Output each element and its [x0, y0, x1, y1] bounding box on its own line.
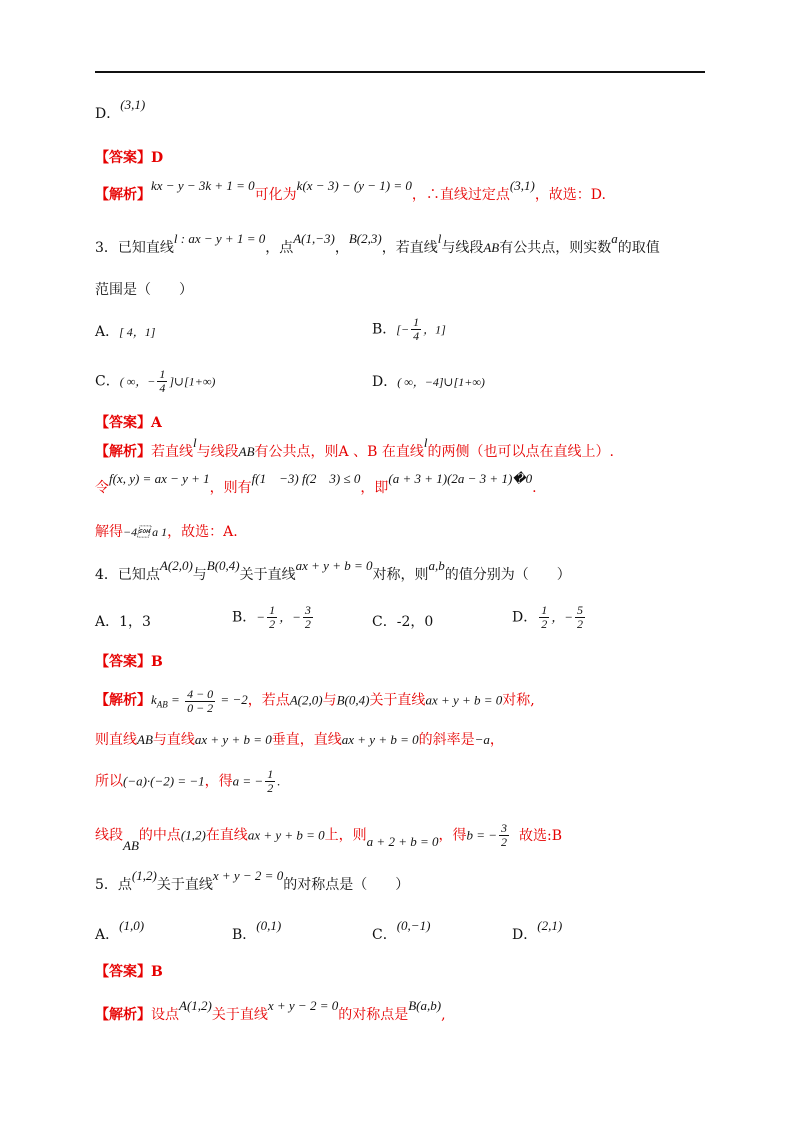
q5-option-a: [95, 918, 145, 945]
q3-option-b: [372, 316, 446, 343]
q5-analysis-1: [95, 998, 446, 1025]
q4-option-a: [95, 612, 151, 632]
math-expr: −a: [474, 732, 490, 747]
math-expr: (3,1): [509, 178, 535, 193]
option-label: B．: [232, 609, 257, 626]
text: 对称，则: [372, 567, 429, 583]
math-expr: a: [611, 231, 618, 246]
fraction: [499, 822, 509, 849]
text: ，故选：A.: [167, 524, 238, 540]
q2-analysis: [95, 178, 606, 205]
math-expr: ax + y + b = 0: [295, 558, 373, 573]
option-label: A．: [95, 614, 120, 630]
text: ，则有: [209, 480, 252, 496]
fraction: [157, 368, 167, 395]
q4-analysis-4: [95, 821, 563, 853]
text: 垂直，直线: [271, 732, 342, 748]
denominator: 2: [541, 617, 548, 631]
math-expr: f(1 −3) f(2 3) ≤ 0: [251, 471, 361, 486]
q3-analysis-1: [95, 435, 614, 462]
math-expr: −4 a 1: [123, 525, 168, 539]
option-value: -2，0: [396, 614, 434, 630]
q2-option-d: [95, 97, 146, 124]
math-expr: A(2,0): [289, 692, 323, 708]
q5-stem: [95, 868, 410, 895]
q3-option-a: [95, 322, 155, 342]
equals: =: [167, 692, 184, 708]
text: ,: [441, 1007, 446, 1023]
text: 与线段: [441, 240, 484, 256]
text: 关于直线: [369, 692, 426, 709]
q3-option-c: [95, 368, 215, 395]
math-expr: l: [423, 435, 428, 450]
math-expr: B(2,3): [348, 231, 382, 246]
text: 与: [322, 692, 337, 709]
math-expr: kx − y − 3k + 1 = 0: [151, 178, 255, 193]
math-expr: (1,2): [131, 868, 157, 883]
text: 4．已知点: [95, 567, 160, 583]
option-label: D．: [512, 927, 538, 943]
q4-analysis-1: [95, 688, 535, 715]
q5-option-c: [372, 918, 431, 945]
option-label: C．: [372, 927, 397, 943]
text: 的取值: [617, 240, 660, 256]
numerator: 1: [541, 603, 548, 617]
denominator: 2: [501, 835, 508, 849]
q4-answer: 【答案】B: [95, 654, 163, 670]
text: ，得: [204, 773, 233, 790]
math-expr: AB: [123, 837, 139, 853]
math-expr: ax + y + b = 0: [194, 732, 272, 747]
text: 上，则: [324, 827, 367, 844]
fraction: [303, 604, 313, 631]
text: 有公共点，则实数: [499, 240, 612, 256]
denominator: 2: [304, 617, 311, 631]
q4-option-b: [232, 604, 315, 631]
math-expr: (3,1): [120, 97, 146, 112]
text: 有公共点，则A 、B 在直线: [254, 444, 424, 460]
result: = −2: [217, 692, 248, 708]
math-expr: AB: [137, 732, 153, 747]
text: ，点: [265, 240, 294, 256]
text: ，: [489, 732, 504, 748]
text: 关于直线: [239, 567, 296, 583]
math-expr: (0,1): [256, 918, 282, 933]
text: 的对称点是: [338, 1007, 409, 1023]
numerator: 1: [269, 603, 276, 617]
denominator: 0 − 2: [187, 701, 214, 715]
math-expr: (1,2): [180, 827, 206, 843]
numerator: 1: [267, 767, 274, 781]
math-expr: A(1,−3): [293, 231, 335, 246]
text: 若直线: [151, 444, 193, 460]
fraction: [267, 604, 277, 631]
math-expr: (−a)·(−2) = −1: [123, 773, 205, 789]
fraction: [539, 604, 549, 631]
text: ，若直线: [381, 240, 438, 256]
math-expr: (2,1): [537, 918, 563, 933]
text: 所以: [95, 773, 123, 790]
text: 的值分别为（ ）: [444, 567, 571, 583]
math-expr: B(0,4): [206, 558, 240, 573]
analysis-label: 【解析】: [95, 1007, 151, 1023]
denominator: 4: [413, 329, 420, 343]
math-expr: .: [277, 773, 281, 789]
math-expr: [151, 687, 248, 715]
text: 关于直线: [211, 1007, 268, 1023]
math-expr: ，1]: [423, 322, 446, 337]
text: 的对称点是（ ）: [283, 877, 410, 893]
math-expr: l: [193, 435, 197, 450]
math-expr: ，−: [279, 609, 301, 625]
text: 则直线: [95, 732, 137, 748]
text: 关于直线: [156, 877, 213, 893]
math-expr: a + 2 + b = 0: [366, 833, 439, 849]
math-expr: a,b: [428, 558, 445, 573]
math-expr: ( ∞，−4]∪[1+∞): [397, 375, 485, 389]
numerator: 3: [501, 821, 508, 835]
option-value: 1，3: [119, 614, 151, 630]
option-label: A．: [95, 324, 120, 340]
math-expr: ( ∞，−: [119, 374, 156, 389]
text: 可化为: [254, 187, 297, 203]
numerator: 5: [577, 603, 584, 617]
option-label: C．: [95, 373, 120, 390]
math-expr: (1,0): [119, 918, 145, 933]
text: 与线段: [196, 444, 239, 460]
math-expr: k(x − 3) − (y − 1) = 0: [296, 178, 412, 193]
text: 与直线: [152, 732, 195, 748]
numerator: 1: [159, 367, 166, 381]
text: ，∴直线过定点: [411, 187, 510, 203]
option-label: B．: [232, 927, 257, 943]
q4-option-c: [372, 612, 433, 632]
text: 的两侧（也可以点在直线上）.: [427, 444, 614, 460]
math-expr: ax + y + b = 0: [425, 692, 503, 708]
text: ，: [334, 240, 349, 256]
math-expr: l : ax − y + 1 = 0: [173, 231, 266, 246]
text: ，即: [360, 480, 389, 496]
q3-stem-line2: 范围是（ ）: [95, 282, 193, 298]
math-expr: B(0,4): [336, 692, 370, 708]
text: 设点: [151, 1007, 179, 1023]
q5-option-d: [512, 918, 563, 945]
math-expr: f(x, y) = ax − y + 1: [109, 471, 210, 486]
text: 解得: [95, 524, 123, 540]
analysis-label: 【解析】: [95, 692, 151, 709]
q4-analysis-2: [95, 730, 504, 750]
fraction: [411, 316, 421, 343]
fraction: [265, 768, 275, 795]
math-expr: ax + y + b = 0: [341, 732, 419, 747]
fraction: [185, 688, 215, 715]
math-expr: (a + 3 + 1)(2a − 3 + 1)�0: [388, 471, 533, 486]
denominator: 4: [159, 381, 166, 395]
fraction: [575, 604, 585, 631]
math-expr: ，−: [551, 609, 574, 625]
math-expr: x + y − 2 = 0: [212, 868, 284, 883]
math-expr: (0,−1): [396, 918, 431, 933]
analysis-label: 【解析】: [95, 187, 151, 203]
text: 在直线: [205, 827, 248, 844]
text: ，得: [438, 827, 467, 844]
text: 故选:B: [519, 827, 563, 844]
math-expr: l: [437, 231, 442, 246]
text: 令: [95, 480, 109, 496]
q4-analysis-3: [95, 768, 280, 795]
q5-option-b: [232, 918, 282, 945]
numerator: 3: [304, 603, 311, 617]
q3-answer: 【答案】A: [95, 415, 162, 431]
text: ，故选：D.: [534, 187, 606, 203]
q3-stem: [95, 231, 660, 258]
q3-analysis-2: [95, 471, 537, 498]
option-label: D．: [95, 106, 121, 122]
q2-answer: 【答案】D: [95, 150, 164, 166]
q4-option-d: [512, 604, 587, 631]
math-expr: AB: [483, 240, 500, 255]
subscript: AB: [156, 700, 168, 711]
q5-answer: 【答案】B: [95, 964, 163, 980]
text: 与: [192, 567, 207, 583]
text: ，若点: [247, 692, 290, 709]
text: 的斜率是: [418, 732, 475, 748]
denominator: 2: [269, 617, 276, 631]
q3-option-d: [372, 372, 485, 392]
option-label: D．: [512, 609, 538, 626]
math-expr: −: [256, 609, 266, 625]
text: 3．已知直线: [95, 240, 174, 256]
math-expr: A(1,2): [179, 998, 212, 1013]
option-label: A．: [95, 927, 120, 943]
header-rule: [95, 71, 705, 73]
text: 的中点: [138, 827, 181, 844]
math-expr: [ 4，1]: [119, 325, 156, 339]
math-expr: x + y − 2 = 0: [267, 998, 339, 1013]
analysis-label: 【解析】: [95, 444, 151, 460]
option-label: B．: [372, 321, 397, 338]
denominator: 2: [267, 781, 274, 795]
option-label: C．: [372, 614, 397, 630]
q4-stem: [95, 558, 571, 585]
text: 对称,: [502, 692, 535, 709]
math-expr: a = −: [232, 773, 264, 789]
math-expr: AB: [238, 444, 255, 459]
math-expr: ax + y + b = 0: [247, 827, 325, 843]
denominator: 2: [577, 617, 584, 631]
q3-analysis-3: [95, 522, 238, 542]
math-expr: b = −: [466, 827, 498, 843]
math-expr: [−: [396, 322, 410, 337]
math-expr: ]∪[1+∞): [169, 374, 216, 389]
numerator: 4 − 0: [187, 687, 214, 701]
text: .: [532, 480, 537, 496]
numerator: 1: [413, 315, 420, 329]
math-expr: B(a,b): [408, 998, 442, 1013]
text: 5．点: [95, 877, 132, 893]
math-expr: A(2,0): [159, 558, 193, 573]
text: 线段: [95, 827, 123, 844]
slope-symbol: k: [151, 692, 157, 708]
option-label: D．: [372, 374, 398, 390]
